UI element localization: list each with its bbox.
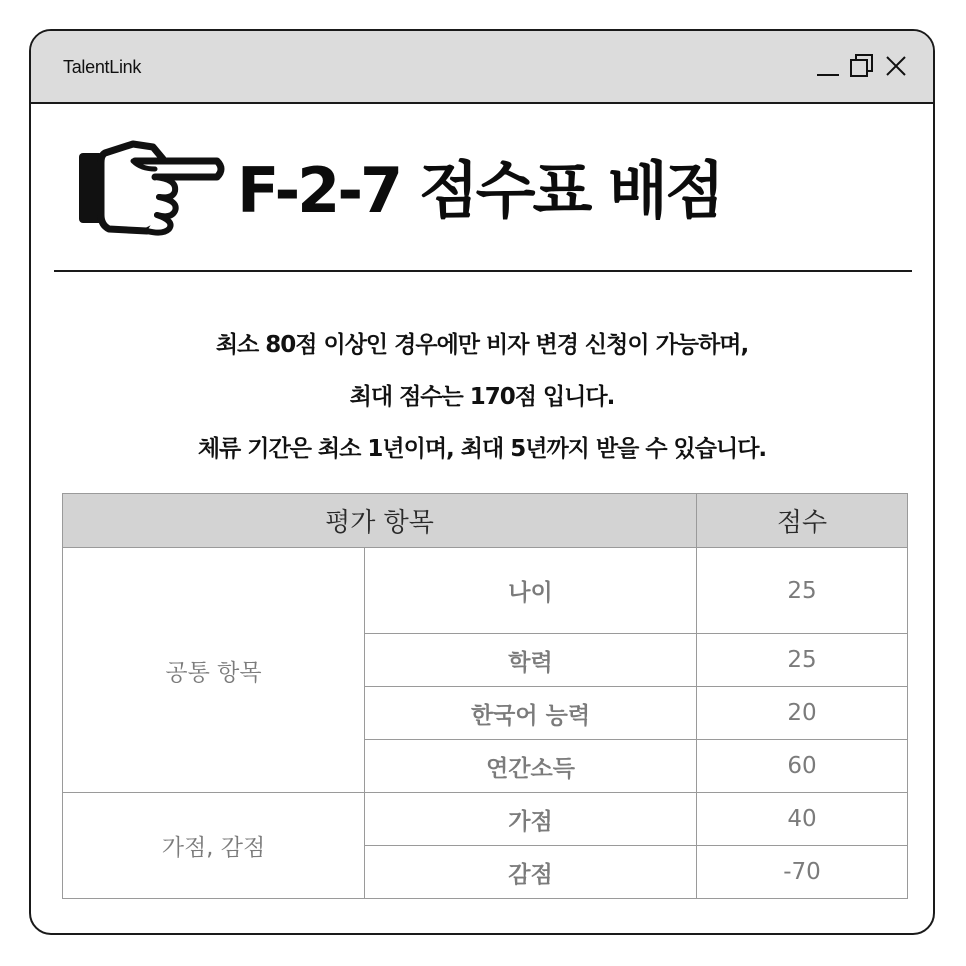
table-row (63, 793, 908, 846)
page-title: F-2-7 점수표 배점 (237, 154, 722, 227)
category-cell: 공통 항목 (63, 548, 365, 793)
minimize-icon[interactable] (815, 53, 841, 79)
title-bar (31, 31, 933, 104)
item-cell: 연간소득 (365, 740, 697, 793)
item-cell: 한국어 능력 (365, 687, 697, 740)
close-icon[interactable] (883, 53, 909, 79)
score-cell: -70 (697, 846, 908, 899)
app-window (29, 29, 935, 935)
score-cell: 20 (697, 687, 908, 740)
notice-line: 최소 80점 이상인 경우에만 비자 변경 신청이 가능하며, (215, 332, 749, 358)
score-table (62, 493, 908, 899)
item-cell: 학력 (365, 634, 697, 687)
item-cell: 나이 (365, 548, 697, 634)
header-item: 평가 항목 (63, 494, 697, 548)
score-cell: 40 (697, 793, 908, 846)
header-score: 점수 (697, 494, 908, 548)
item-cell: 감점 (365, 846, 697, 899)
score-cell: 60 (697, 740, 908, 793)
app-title: TalentLink (63, 57, 142, 77)
notice-line: 최대 점수는 170점 입니다. (349, 384, 615, 410)
table-header-row (63, 494, 908, 548)
score-cell: 25 (697, 634, 908, 687)
notice-line: 체류 기간은 최소 1년이며, 최대 5년까지 받을 수 있습니다. (197, 436, 767, 462)
divider (54, 270, 912, 272)
category-cell: 가점, 감점 (63, 793, 365, 899)
notice-text (31, 319, 933, 475)
table-row (63, 548, 908, 634)
pointing-hand-icon (75, 139, 227, 239)
score-cell: 25 (697, 548, 908, 634)
item-cell: 가점 (365, 793, 697, 846)
maximize-icon[interactable] (849, 53, 875, 79)
